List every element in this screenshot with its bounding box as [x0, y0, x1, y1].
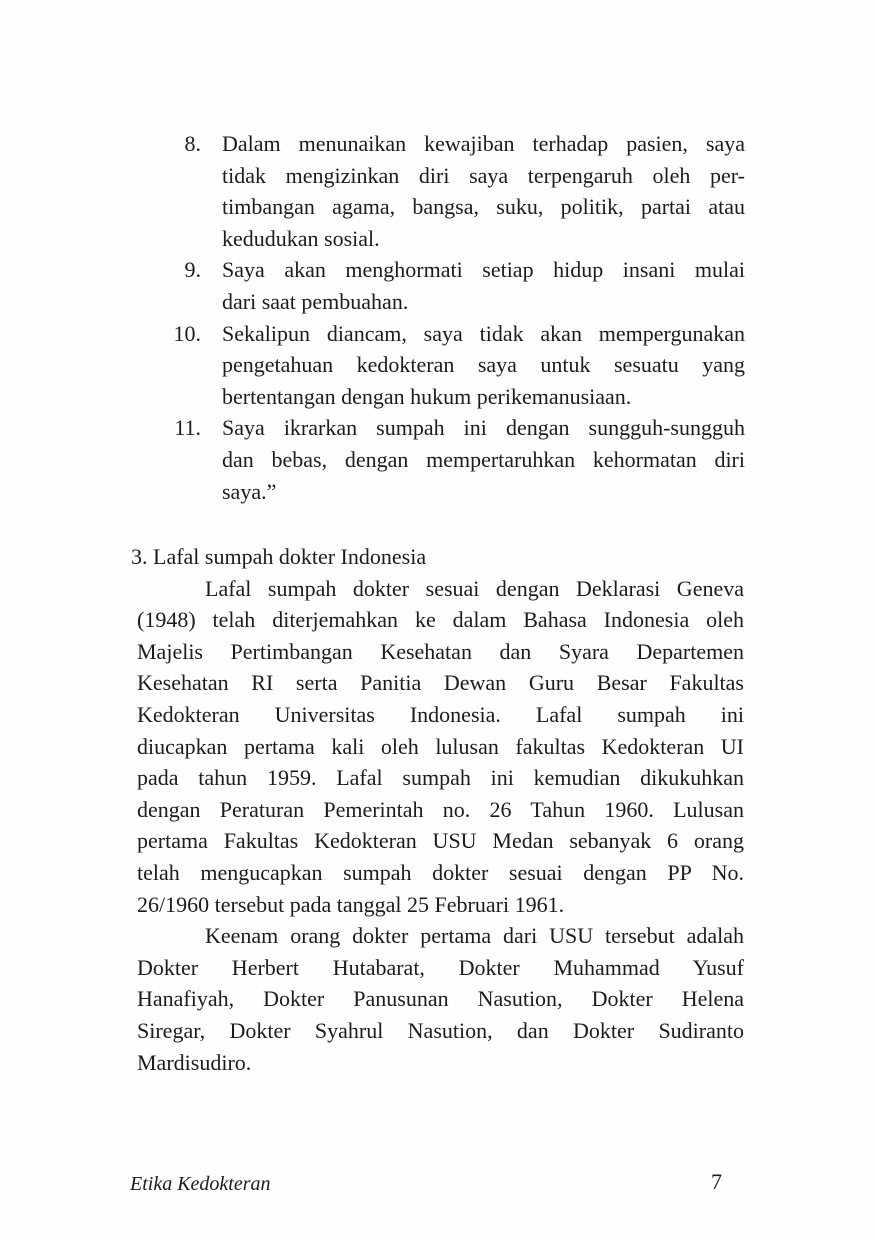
section-paragraphs [131, 573, 745, 1079]
oath-list-item [160, 318, 745, 413]
list-item-text [222, 412, 745, 507]
section-3 [131, 541, 745, 1078]
oath-list [160, 128, 745, 507]
text-line: Hanafiyah, Dokter Panusunan Nasution, Dokter Helena [137, 986, 744, 1012]
list-item-number: 10. [173, 320, 201, 346]
text-line: Saya akan menghormati setiap hidup insani mulai [222, 257, 745, 283]
text-line: Kesehatan RI serta Panitia Dewan Guru Besar Fakultas [137, 670, 744, 696]
text-line: Dalam menunaikan kewajiban terhadap pasien, saya [222, 131, 745, 156]
text-line: dan bebas, dengan mempertaruhkan kehormatan diri [222, 446, 745, 472]
list-item-text [222, 254, 745, 317]
text-line: (1948) telah diterjemahkan ke dalam Bahasa Indonesia oleh [137, 607, 744, 633]
footer-book-title: Etika Kedokteran [130, 1173, 271, 1195]
text-line: pertama Fakultas Kedokteran USU Medan sebanyak 6 orang [137, 828, 744, 854]
text-line: tidak mengizinkan diri saya terpengaruh oleh per- [222, 162, 745, 188]
text-line: Dokter Herbert Hutabarat, Dokter Muhammad Yusuf [137, 954, 744, 980]
text-line: bertentangan dengan hukum perikemanusiaan. [222, 383, 632, 409]
text-line: Sekalipun diancam, saya tidak akan mempergunakan [222, 320, 745, 346]
oath-list-item [160, 254, 745, 317]
footer-page-number: 7 [711, 1169, 722, 1194]
paragraph [137, 573, 744, 921]
text-line: dari saat pembuahan. [222, 288, 409, 314]
text-line: Saya ikrarkan sumpah ini dengan sungguh-sungguh [222, 415, 745, 441]
list-item-number: 8. [184, 131, 201, 156]
text-line: pengetahuan kedokteran saya untuk sesuatu yang [222, 352, 745, 378]
text-line: kedudukan sosial. [222, 225, 380, 251]
list-item-number: 11. [174, 415, 201, 441]
list-item-text [222, 128, 745, 254]
text-line: Siregar, Dokter Syahrul Nasution, dan Dokter Sudiranto [137, 1017, 744, 1043]
text-line: timbangan agama, bangsa, suku, politik, partai atau [222, 194, 745, 220]
text-line: Keenam orang dokter pertama dari USU tersebut adalah [205, 923, 744, 949]
text-line: dengan Peraturan Pemerintah no. 26 Tahun 1960. Lulusan [137, 796, 744, 822]
list-item-text [222, 318, 745, 413]
text-line: Mardisudiro. [137, 1049, 252, 1075]
text-line: telah mengucapkan sumpah dokter sesuai dengan PP No. [137, 859, 744, 885]
text-line: pada tahun 1959. Lafal sumpah ini kemudian dikukuhkan [137, 765, 744, 791]
list-item-number: 9. [184, 257, 201, 283]
text-line: saya.” [222, 478, 277, 504]
oath-list-item [160, 412, 745, 507]
text-line: 26/1960 tersebut pada tanggal 25 Februari 1961. [137, 891, 565, 917]
text-line: diucapkan pertama kali oleh lulusan fakultas Kedokteran UI [137, 733, 744, 759]
text-line: Kedokteran Universitas Indonesia. Lafal sumpah ini [137, 701, 744, 727]
paragraph [137, 920, 744, 1078]
oath-list-item [160, 128, 745, 254]
text-line: Majelis Pertimbangan Kesehatan dan Syara Departemen [137, 638, 744, 664]
section-heading: 3. Lafal sumpah dokter Indonesia [131, 544, 427, 569]
text-line: Lafal sumpah dokter sesuai dengan Deklarasi Geneva [205, 575, 744, 601]
